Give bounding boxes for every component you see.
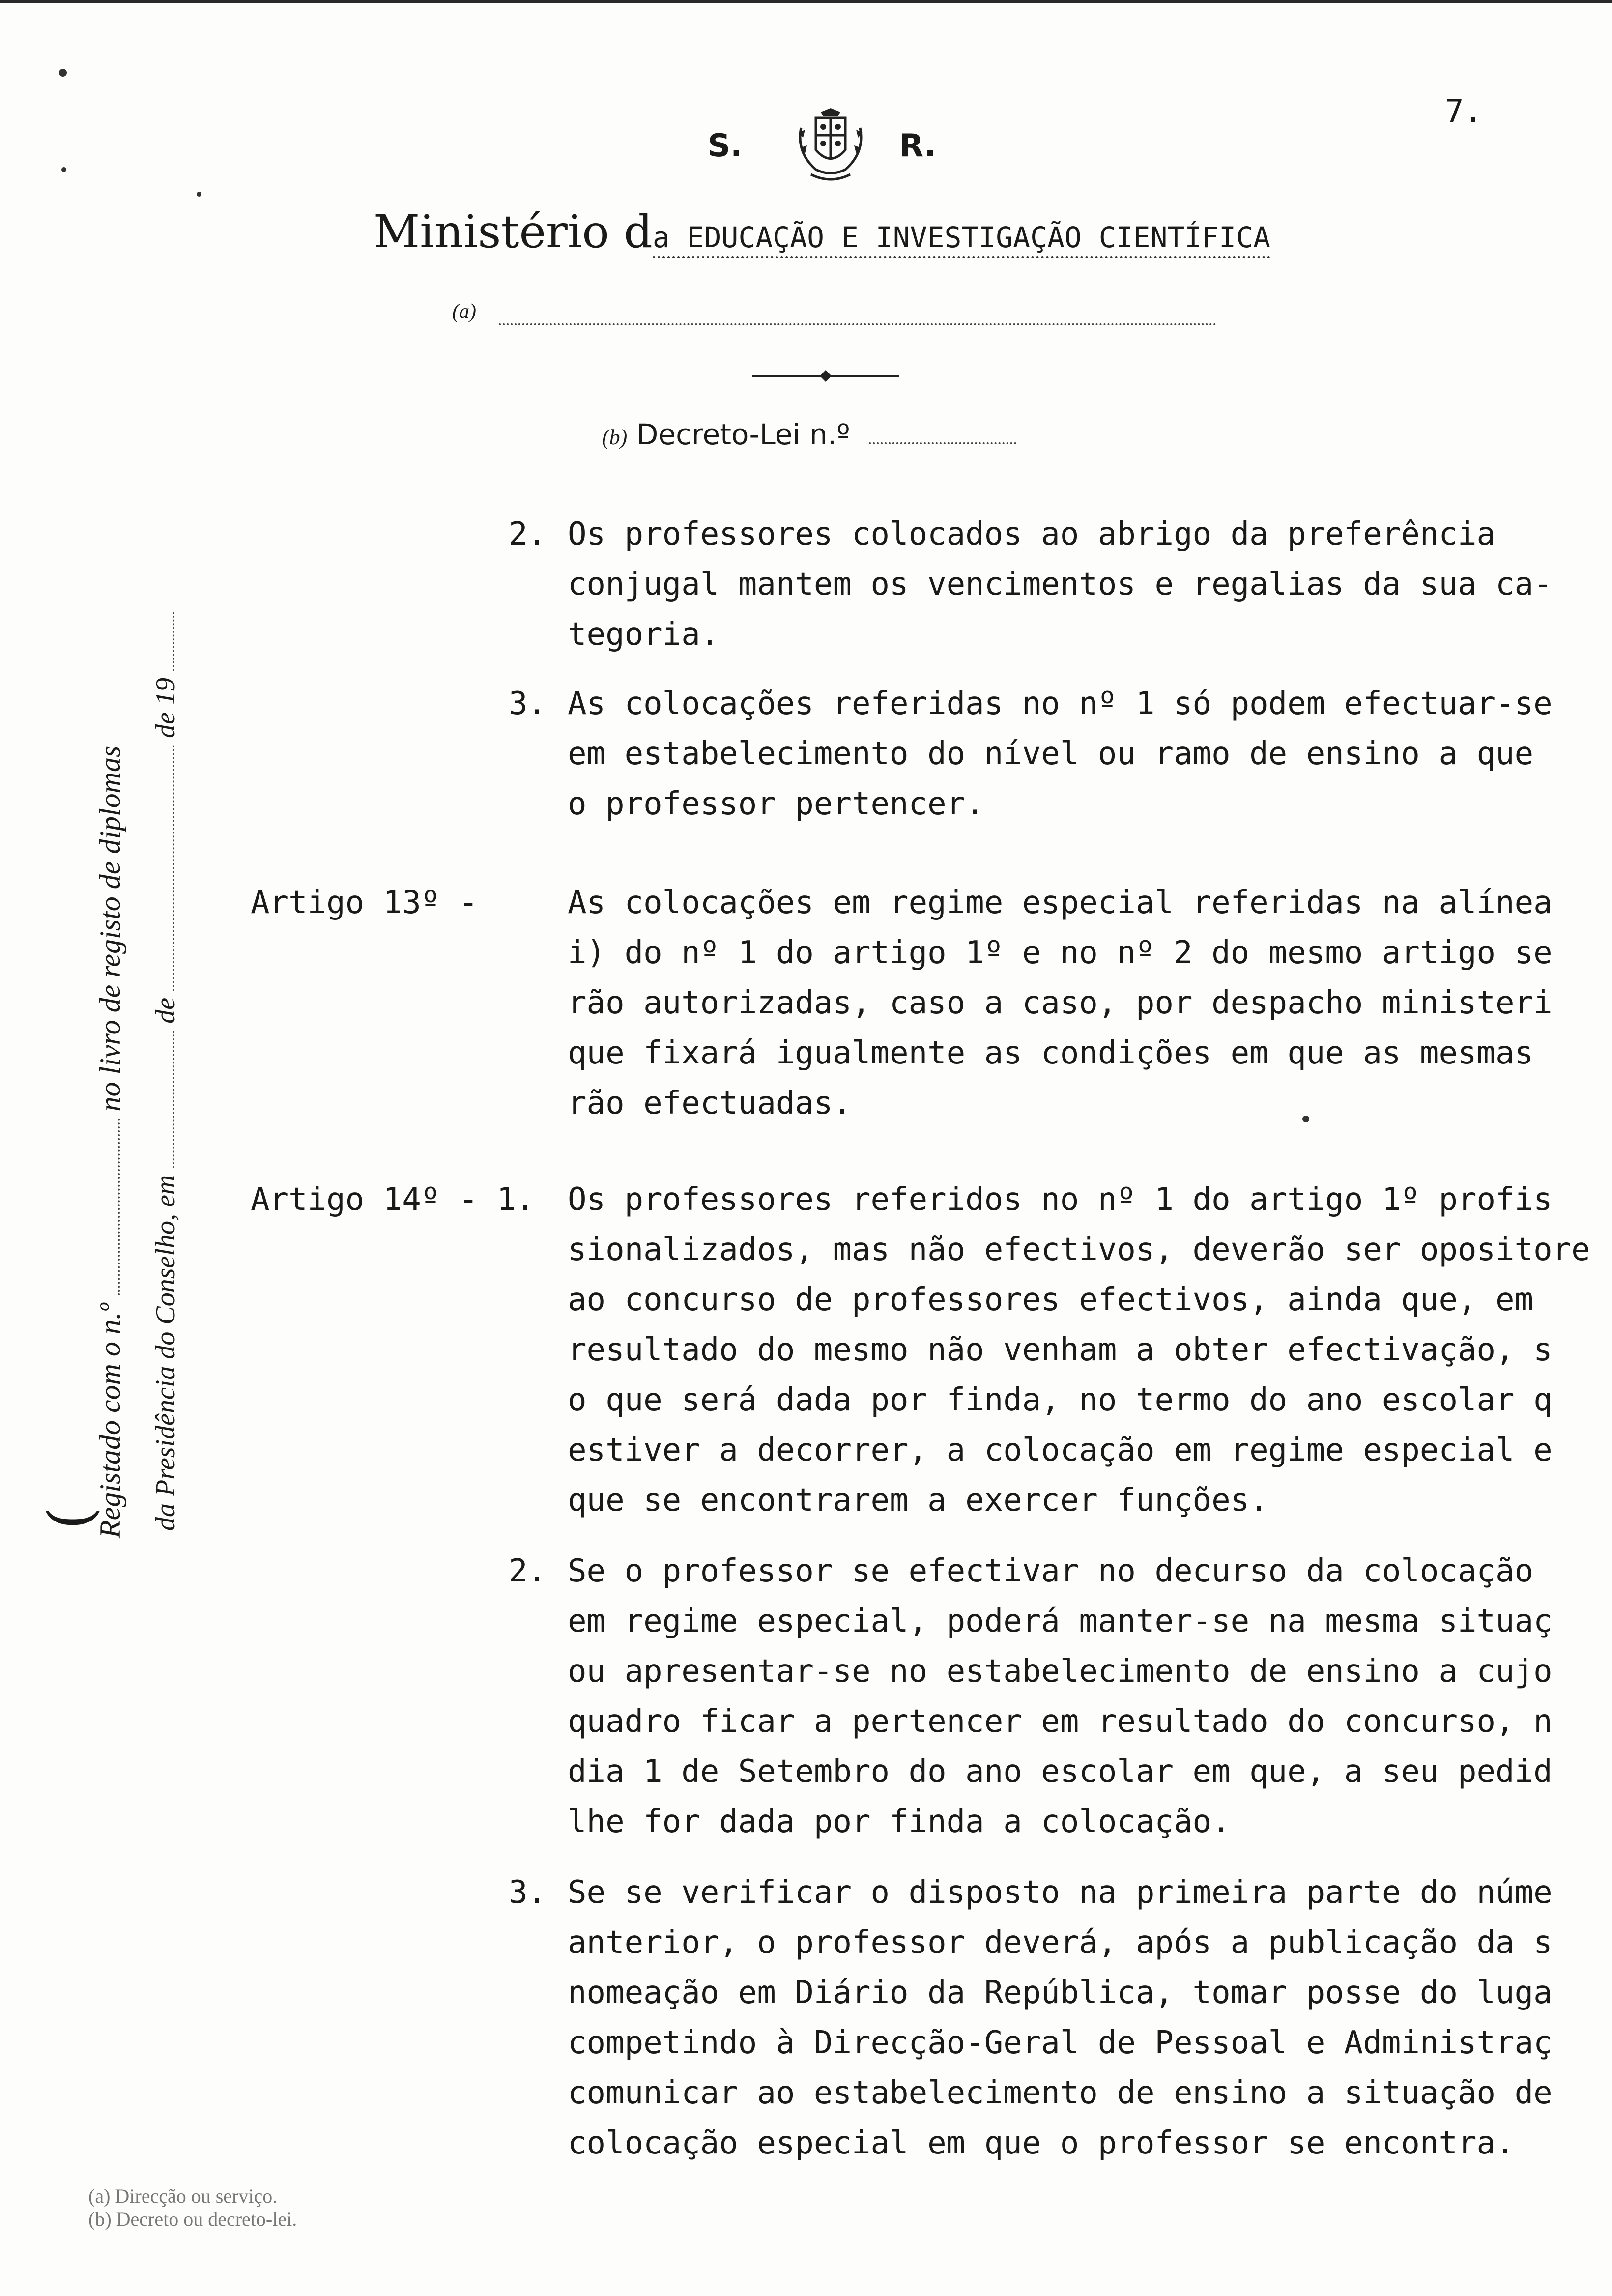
text-line: ou apresentar-se no estabelecimento de ensino a cujo [568, 1653, 1553, 1690]
text-line: estiver a decorrer, a colocação em regime especial e [568, 1432, 1553, 1468]
text-line: dia 1 de Setembro do ano escolar em que, a seu pedid [568, 1753, 1553, 1790]
paragraph-number: 2. [509, 1553, 547, 1589]
text-line: em estabelecimento do nível ou ramo de ensino a que [568, 736, 1534, 772]
text-line: tegoria. [568, 616, 720, 653]
text-line: o professor pertencer. [568, 786, 984, 822]
margin-registration-line1 [93, 746, 127, 1538]
decree-text: Decreto-Lei n.º [636, 418, 850, 451]
letter-r: R. [899, 128, 936, 164]
text-line: rão autorizadas, caso a caso, por despacho ministeri [568, 985, 1553, 1021]
margin-line1-end: no livro de registo de diplomas [94, 746, 126, 1112]
coat-of-arms-icon [781, 108, 880, 187]
paragraph-number: 2. [509, 516, 547, 552]
paragraph-art14-3 [568, 1867, 1612, 2168]
scan-speck [59, 69, 67, 77]
decree-number-blank [869, 442, 1016, 444]
text-line: i) do nº 1 do artigo 1º e no nº 2 do mesmo artigo se [568, 935, 1553, 971]
text-line: conjugal mantem os vencimentos e regalias da sua ca- [568, 566, 1553, 603]
text-line: Se se verificar o disposto na primeira parte do núme [568, 1874, 1553, 1911]
ministry-lead: Ministério d [374, 205, 653, 258]
margin-blank [173, 745, 174, 991]
paragraph-art12-3 [568, 679, 1612, 829]
text-line: ao concurso de professores efectivos, ainda que, em [568, 1282, 1534, 1318]
decree-line [602, 418, 1016, 451]
scan-speck [197, 192, 202, 197]
ministry-title [374, 205, 1270, 258]
text-line: As colocações referidas no nº 1 só podem efectuar-se [568, 686, 1553, 722]
text-line: colocação especial em que o professor se encontra. [568, 2125, 1515, 2161]
decree-label-b: (b) [602, 425, 628, 449]
dotted-line [499, 323, 1216, 325]
text-line: resultado do mesmo não venham a obter efectivação, s [568, 1332, 1553, 1368]
margin-blank [173, 1031, 174, 1168]
service-field [452, 300, 1219, 329]
header-seal-row [708, 108, 953, 187]
article-14-label: Artigo 14º - 1. [251, 1181, 535, 1218]
ministry-name: a EDUCAÇÃO E INVESTIGAÇÃO CIENTÍFICA [653, 221, 1270, 258]
text-line: que fixará igualmente as condições em que as mesmas [568, 1035, 1534, 1071]
paragraph-number: 3. [509, 686, 547, 722]
text-line: o que será dada por finda, no termo do ano escolar q [568, 1382, 1553, 1418]
text-line: As colocações em regime especial referidas na alínea [568, 885, 1553, 921]
margin-line2-end: de 19 [150, 678, 181, 738]
margin-registration-line2 [150, 612, 181, 1531]
paragraph-art14-2 [568, 1546, 1612, 1847]
margin-line2-text: da Presidência do Conselho, em [150, 1175, 181, 1531]
margin-blank [118, 1119, 120, 1295]
margin-line1-text: Registado com o n.º [94, 1303, 126, 1538]
scan-speck [1302, 1116, 1309, 1122]
margin-blank [173, 612, 174, 671]
text-line: anterior, o professor deverá, após a publicação da s [568, 1924, 1553, 1961]
text-line: nomeação em Diário da República, tomar posse do luga [568, 1975, 1553, 2011]
text-line: Se o professor se efectivar no decurso da colocação [568, 1553, 1534, 1589]
text-line: em regime especial, poderá manter-se na mesma situaç [568, 1603, 1553, 1639]
top-border [0, 0, 1612, 3]
article-14-1-text [568, 1175, 1612, 1525]
text-line: rão efectuadas. [568, 1085, 852, 1121]
paragraph-art12-2 [568, 509, 1612, 660]
margin-bracket: ( [36, 1507, 105, 1530]
page-number: 7. [1445, 93, 1483, 130]
text-line: Os professores colocados ao abrigo da preferência [568, 516, 1496, 552]
text-line: lhe for dada por finda a colocação. [568, 1804, 1231, 1840]
service-field-label: (a) [452, 300, 476, 323]
footnote-b: (b) Decreto ou decreto-lei. [88, 2208, 297, 2230]
text-line: comunicar ao estabelecimento de ensino a situação de [568, 2075, 1553, 2111]
text-line: que se encontrarem a exercer funções. [568, 1482, 1268, 1519]
letter-s: S. [708, 128, 743, 164]
article-13-label: Artigo 13º - [251, 885, 478, 921]
paragraph-number: 3. [509, 1874, 547, 1911]
text-line: competindo à Direcção-Geral de Pessoal e Administraç [568, 2025, 1553, 2061]
article-13-text [568, 878, 1612, 1128]
text-line: Os professores referidos no nº 1 do artigo 1º profis [568, 1181, 1553, 1218]
footnote-a: (a) Direcção ou serviço. [88, 2185, 278, 2207]
scan-speck [61, 167, 66, 172]
divider-ornament [752, 369, 899, 383]
text-line: sionalizados, mas não efectivos, deverão ser opositore [568, 1232, 1590, 1268]
text-line: quadro ficar a pertencer em resultado do concurso, n [568, 1703, 1553, 1740]
margin-line2-mid: de [150, 997, 181, 1024]
